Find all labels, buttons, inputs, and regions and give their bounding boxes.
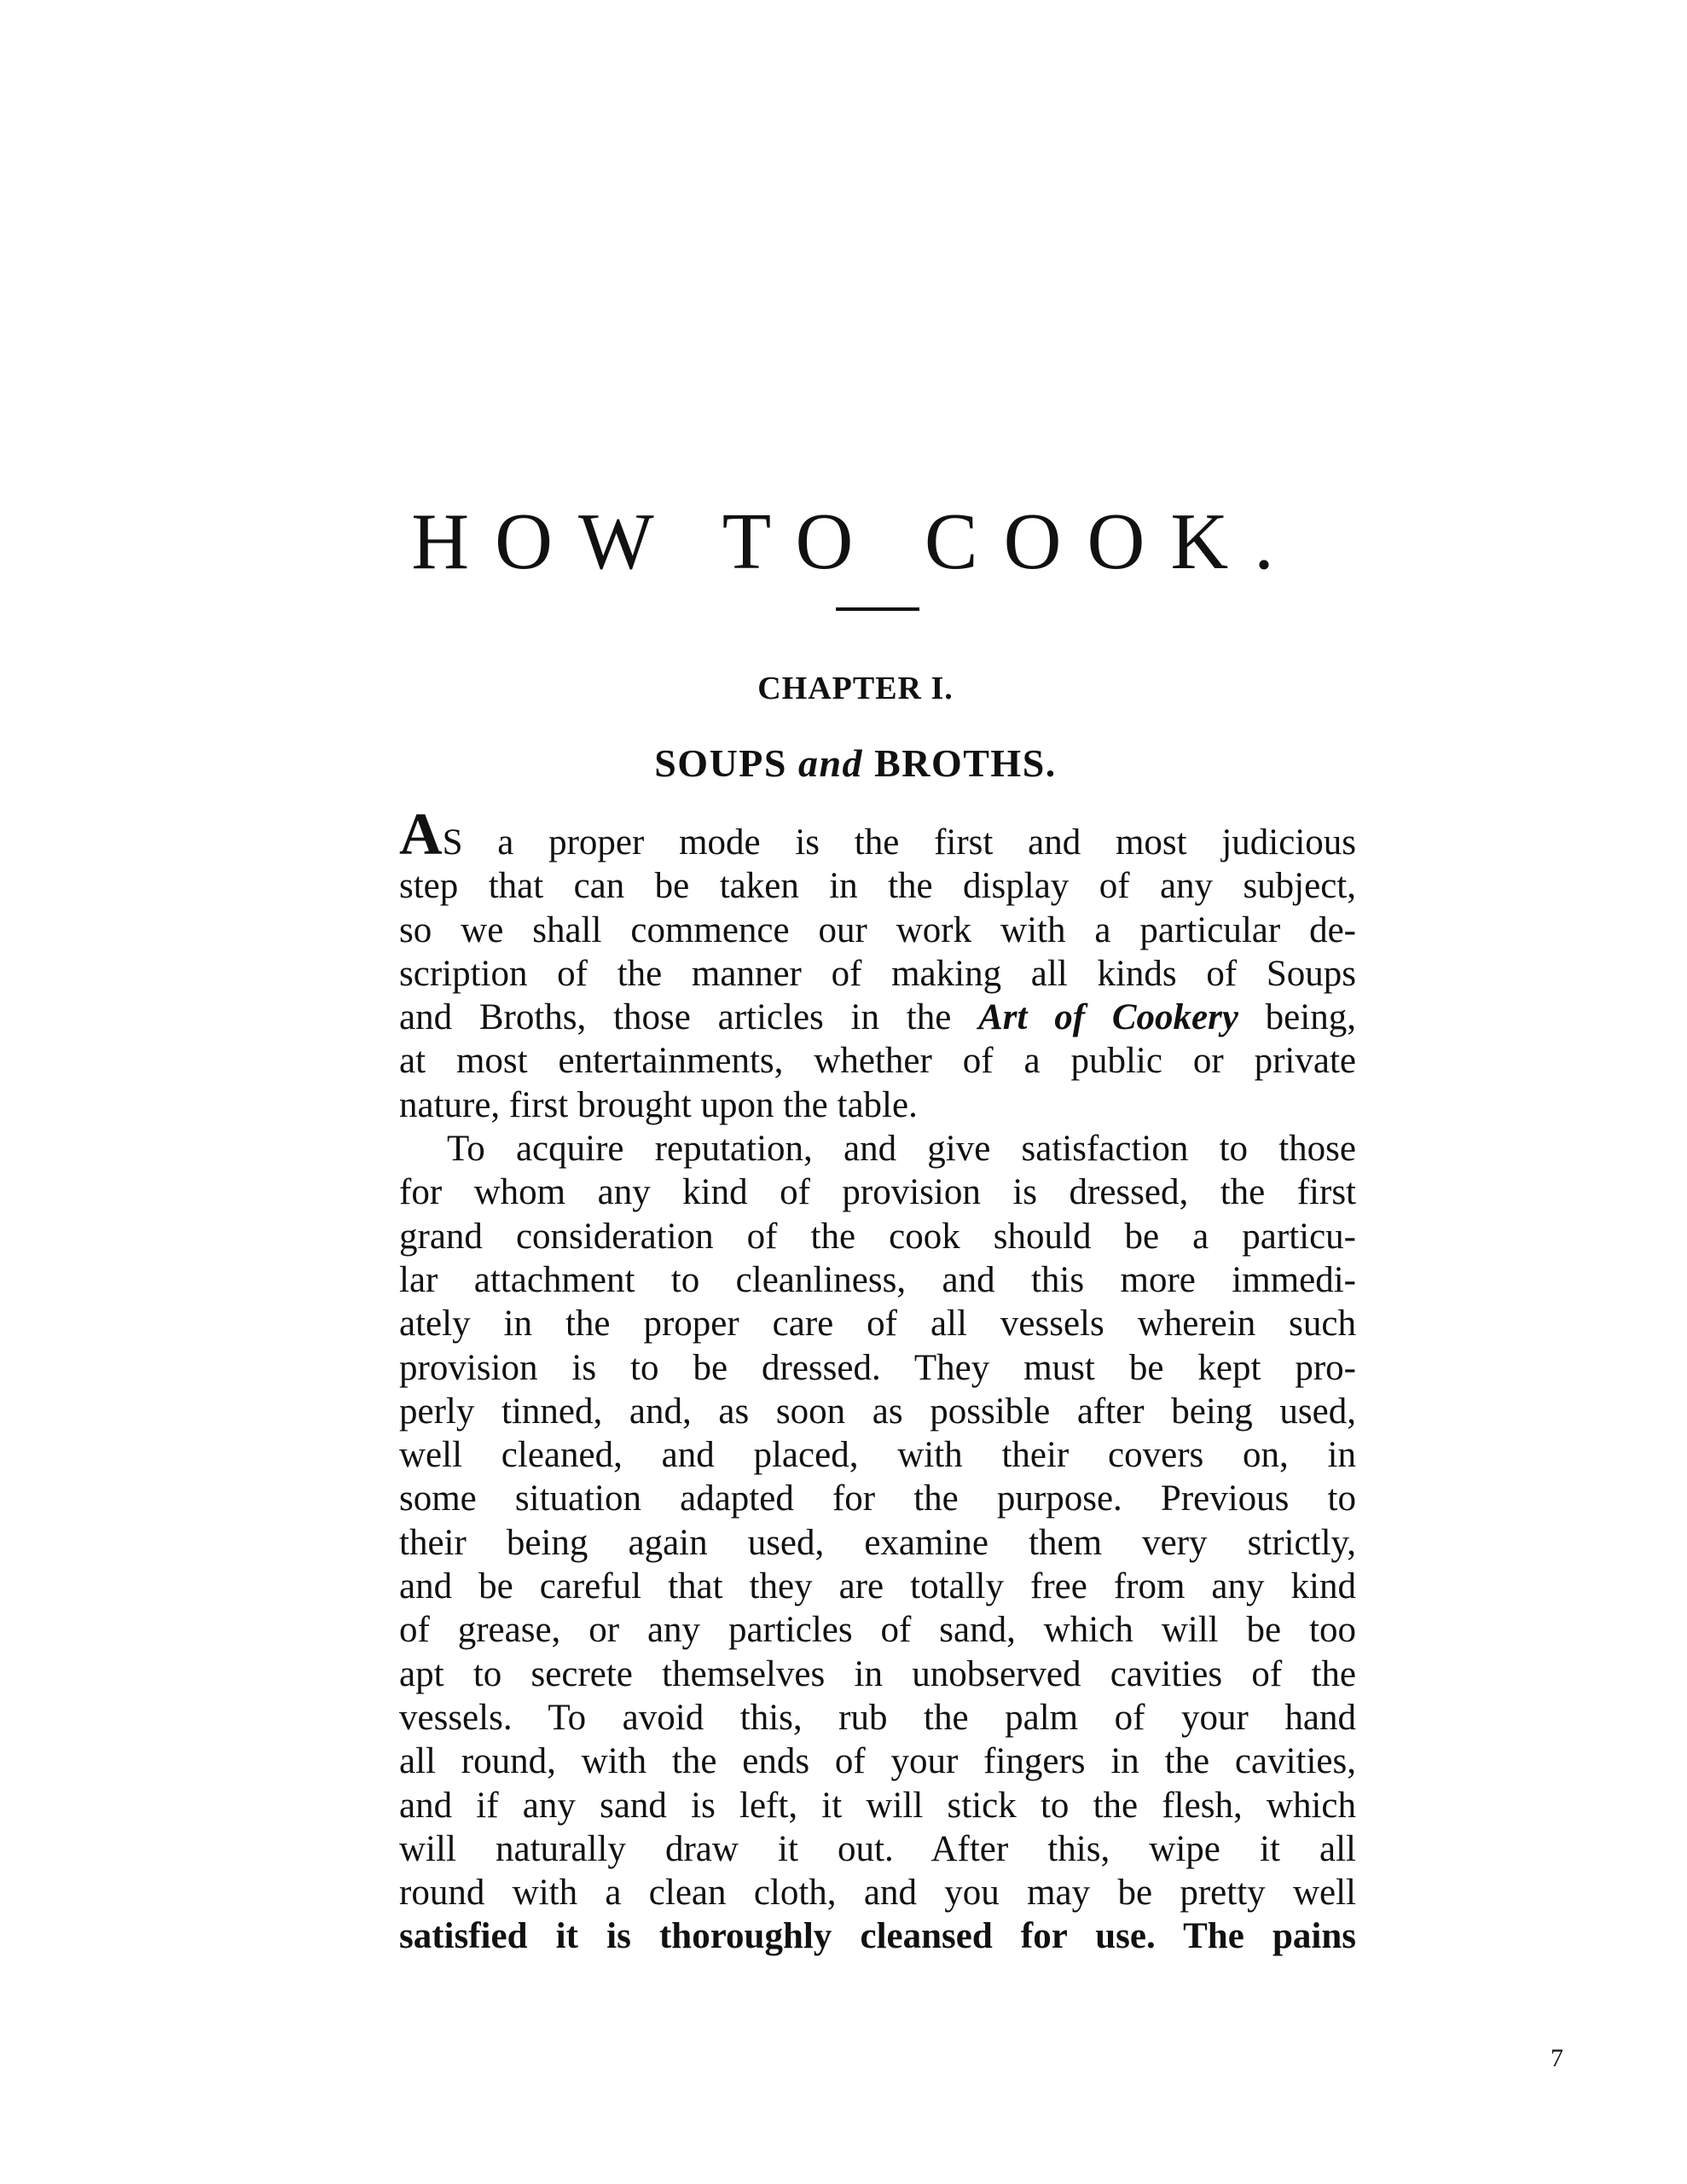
- text-segment: and Broths, those articles in the: [399, 997, 979, 1038]
- paragraph-1-line-3: so we shall commence our work with a particular de-: [399, 909, 1356, 950]
- text-segment: being,: [1238, 997, 1356, 1038]
- drop-initial: A: [399, 802, 443, 868]
- text-segment: S a proper mode is the first and most judicious: [442, 822, 1356, 863]
- paragraph-2-line-3: grand consideration of the cook should be a particu-: [399, 1216, 1356, 1257]
- paragraph-2-line-6: provision is to be dressed. They must be kept pro-: [399, 1347, 1356, 1388]
- title-rule-divider: [836, 607, 919, 611]
- paragraph-2-line-15: all round, with the ends of your fingers in the cavities,: [399, 1741, 1356, 1782]
- art-of-cookery-italic: Art of Cookery: [978, 997, 1238, 1038]
- paragraph-2-line-4: lar attachment to cleanliness, and this more immedi-: [399, 1259, 1356, 1300]
- paragraph-2-line-12: of grease, or any particles of sand, which will be too: [399, 1610, 1356, 1651]
- chapter-title-soups: SOUPS: [654, 741, 787, 785]
- paragraph-2-line-10: their being again used, examine them very strictly,: [399, 1522, 1356, 1563]
- paragraph-1-line-6: at most entertainments, whether of a public or private: [399, 1041, 1356, 1082]
- page-title: HOW TO COOK.: [411, 497, 1300, 586]
- paragraph-1-line-2: step that can be taken in the display of any subject,: [399, 866, 1356, 907]
- paragraph-2-line-13: apt to secrete themselves in unobserved cavities of the: [399, 1653, 1356, 1694]
- paragraph-2-line-16: and if any sand is left, it will stick to the flesh, which: [399, 1785, 1356, 1826]
- paragraph-2-line-8: well cleaned, and placed, with their covers on, in: [399, 1435, 1356, 1476]
- paragraph-2-line-2: for whom any kind of provision is dressed, the first: [399, 1172, 1356, 1213]
- chapter-title-broths: BROTHS.: [874, 741, 1057, 785]
- paragraph-1: [399, 802, 1356, 1127]
- page-number: 7: [1551, 2044, 1563, 2072]
- paragraph-1-line-4: scription of the manner of making all kinds of Soups: [399, 953, 1356, 994]
- paragraph-1-line-7: nature, first brought upon the table.: [399, 1084, 918, 1125]
- paragraph-1-line-1: [399, 802, 1356, 868]
- paragraph-1-line-5: [399, 996, 1356, 1039]
- paragraph-2-line-11: and be careful that they are totally free from any kind: [399, 1566, 1356, 1607]
- chapter-number: CHAPTER I.: [757, 671, 954, 706]
- paragraph-2-line-5: ately in the proper care of all vessels wherein such: [399, 1304, 1356, 1345]
- paragraph-2-line-9: some situation adapted for the purpose. Previous to: [399, 1478, 1356, 1519]
- paragraph-2-line-7: perly tinned, and, as soon as possible after being used,: [399, 1391, 1356, 1432]
- paragraph-2-line-1: To acquire reputation, and give satisfaction to those: [447, 1129, 1356, 1170]
- chapter-title: [0, 741, 1687, 785]
- paragraph-2: [399, 1127, 1356, 1959]
- paragraph-2-line-17: will naturally draw it out. After this, wipe it all: [399, 1828, 1356, 1869]
- paragraph-2-line-19: satisfied it is thoroughly cleansed for use. The pains: [399, 1916, 1356, 1957]
- paragraph-2-line-18: round with a clean cloth, and you may be pretty well: [399, 1873, 1356, 1914]
- paragraph-2-line-14: vessels. To avoid this, rub the palm of your hand: [399, 1697, 1356, 1738]
- body-text: [399, 802, 1356, 1959]
- chapter-title-and: and: [797, 741, 864, 785]
